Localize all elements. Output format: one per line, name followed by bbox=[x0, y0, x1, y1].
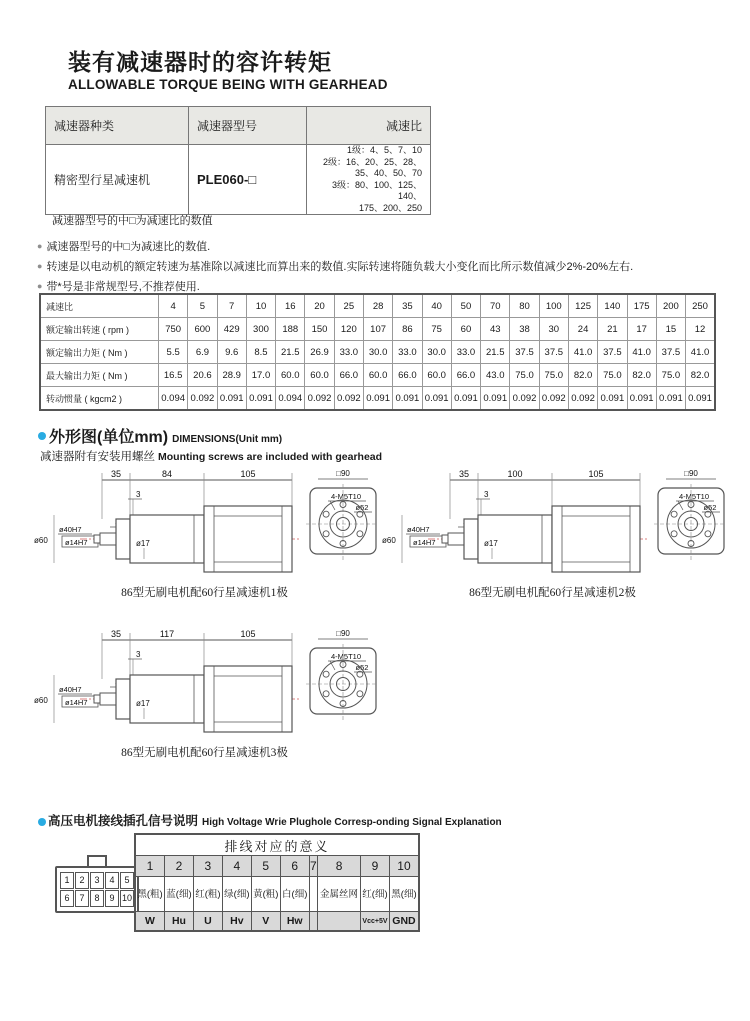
signal-cell: GND bbox=[389, 912, 419, 932]
dim-top2: 84 bbox=[161, 469, 173, 479]
spec-cell: 41.0 bbox=[568, 341, 597, 364]
spec-cell: 21.5 bbox=[481, 341, 510, 364]
spec-cell: 30 bbox=[539, 318, 568, 341]
spec-cell: 0.091 bbox=[451, 387, 480, 411]
spec-cell: 107 bbox=[363, 318, 392, 341]
spec-cell: 28.9 bbox=[217, 364, 246, 387]
header-gearhead-type: 减速器种类 bbox=[46, 107, 189, 145]
spec-cell: 9.6 bbox=[217, 341, 246, 364]
label-screws: 4-M5T10 bbox=[330, 652, 362, 661]
spec-cell: 86 bbox=[393, 318, 422, 341]
note-text: 带*号是非常规型号,不推荐使用. bbox=[46, 281, 200, 293]
dim-d14: ø14H7 bbox=[65, 538, 88, 547]
plughole-title-row bbox=[135, 834, 419, 856]
spec-cell: 5.5 bbox=[159, 341, 188, 364]
spec-row-label: 最大输出力矩 ( Nm ) bbox=[40, 364, 159, 387]
spec-cell: 28 bbox=[363, 294, 392, 318]
spec-cell: 0.091 bbox=[686, 387, 715, 411]
pin-number-cell: 1 bbox=[135, 856, 164, 877]
spec-cell: 140 bbox=[598, 294, 627, 318]
spec-cell: 60.0 bbox=[422, 364, 451, 387]
dimensions-sub-cn: 减速器附有安装用螺丝 bbox=[40, 451, 155, 463]
dim-d17: ø17 bbox=[136, 699, 150, 708]
spec-cell: 60.0 bbox=[363, 364, 392, 387]
signal-cell bbox=[309, 912, 317, 932]
spec-cell: 0.091 bbox=[627, 387, 656, 411]
dim-d14: ø14H7 bbox=[65, 698, 88, 707]
dim-top2: 100 bbox=[507, 469, 523, 479]
wire-color-cell: 蓝(细) bbox=[164, 877, 193, 912]
pin-number-cell: 5 bbox=[251, 856, 280, 877]
signal-cell: Vcc+5V bbox=[361, 912, 390, 932]
pin-number-cell: 7 bbox=[309, 856, 317, 877]
spec-cell: 33.0 bbox=[393, 341, 422, 364]
spec-cell: 60.0 bbox=[276, 364, 305, 387]
wire-color-cell: 黑(细) bbox=[389, 877, 419, 912]
spec-cell: 40 bbox=[422, 294, 451, 318]
spec-cell: 80 bbox=[510, 294, 539, 318]
page-title-cn: 装有减速器时的容许转矩 bbox=[68, 49, 332, 75]
spec-cell: 38 bbox=[510, 318, 539, 341]
spec-row bbox=[40, 387, 715, 411]
spec-cell: 30.0 bbox=[422, 341, 451, 364]
connector-pin: 2 bbox=[75, 872, 89, 889]
dimensions-sub-en: Mounting screws are included with gearhead bbox=[158, 451, 383, 463]
gearhead-model-cell: PLE060-□ bbox=[188, 145, 306, 215]
plughole-bullet-icon bbox=[38, 818, 46, 826]
label-screws: 4-M5T10 bbox=[678, 492, 710, 501]
ratio-line: 2级：16、20、25、28、 bbox=[322, 156, 422, 167]
spec-cell: 0.091 bbox=[598, 387, 627, 411]
note-text: 减速器型号的中□为减速比的数值. bbox=[46, 241, 211, 253]
ratio-line: 1级：4、5、7、10 bbox=[346, 145, 422, 155]
header-ratio: 减速比 bbox=[307, 107, 431, 145]
dim-square: □90 bbox=[684, 469, 698, 478]
spec-cell: 15 bbox=[656, 318, 685, 341]
pin-number-cell: 9 bbox=[361, 856, 390, 877]
spec-cell: 0.094 bbox=[276, 387, 305, 411]
spec-cell: 30.0 bbox=[363, 341, 392, 364]
connector-pins bbox=[60, 872, 134, 907]
spec-cell: 10 bbox=[246, 294, 275, 318]
spec-cell: 17 bbox=[627, 318, 656, 341]
spec-cell: 150 bbox=[305, 318, 334, 341]
connector-latch bbox=[87, 855, 107, 866]
pin-number-cell: 3 bbox=[193, 856, 222, 877]
spec-cell: 0.092 bbox=[305, 387, 334, 411]
note-bullet-icon: ● bbox=[37, 261, 43, 271]
spec-cell: 66.0 bbox=[451, 364, 480, 387]
connector-pin: 5 bbox=[120, 872, 134, 889]
spec-cell: 70 bbox=[481, 294, 510, 318]
connector-pin: 1 bbox=[60, 872, 74, 889]
spec-cell: 188 bbox=[276, 318, 305, 341]
signal-cell: W bbox=[135, 912, 164, 932]
spec-cell: 0.091 bbox=[481, 387, 510, 411]
model-table-data-row bbox=[46, 145, 431, 215]
spec-cell: 429 bbox=[217, 318, 246, 341]
spec-cell: 125 bbox=[568, 294, 597, 318]
spec-cell: 16.5 bbox=[159, 364, 188, 387]
dim-top3: 105 bbox=[240, 629, 256, 639]
spec-cell: 21.5 bbox=[276, 341, 305, 364]
plughole-table-title: 排线对应的意义 bbox=[135, 834, 419, 856]
spec-cell: 66.0 bbox=[393, 364, 422, 387]
gearhead-drawing-svg bbox=[380, 466, 725, 582]
plughole-table-body bbox=[135, 856, 419, 932]
spec-row bbox=[40, 341, 715, 364]
note-text: 转速是以电动机的额定转速为基准除以减速比而算出来的数值.实际转速将随负载大小变化而比所示数值减少2%-20%左右. bbox=[46, 261, 634, 273]
dim-d40: ø40H7 bbox=[407, 525, 430, 534]
pin-number-cell: 6 bbox=[280, 856, 309, 877]
connector-body bbox=[55, 866, 139, 913]
spec-row bbox=[40, 294, 715, 318]
spec-table-body bbox=[40, 294, 715, 410]
dim-square: □90 bbox=[336, 629, 350, 638]
wire-color-cell bbox=[309, 877, 317, 912]
dimensions-heading-cn: 外形图(单位mm) bbox=[49, 429, 169, 446]
dim-d60: ø60 bbox=[34, 536, 48, 545]
dim-top1: 35 bbox=[110, 469, 122, 479]
connector-pin: 4 bbox=[105, 872, 119, 889]
spec-row-label: 额定输出力矩 ( Nm ) bbox=[40, 341, 159, 364]
drawing-3stage bbox=[32, 626, 377, 760]
dimensions-heading bbox=[49, 424, 282, 447]
signal-cell: Hv bbox=[222, 912, 251, 932]
spec-cell: 6.9 bbox=[188, 341, 217, 364]
spec-cell: 82.0 bbox=[686, 364, 715, 387]
dim-d60: ø60 bbox=[34, 696, 48, 705]
connector-pin: 6 bbox=[60, 890, 74, 907]
ratio-line: 3级：80、100、125、140、 bbox=[331, 179, 422, 201]
drawing-caption: 86型无刷电机配60行星减速机2极 bbox=[469, 587, 636, 599]
spec-cell: 37.5 bbox=[598, 341, 627, 364]
spec-cell: 7 bbox=[217, 294, 246, 318]
plughole-heading-cn: 高压电机接线插孔信号说明 bbox=[48, 814, 199, 828]
spec-cell: 300 bbox=[246, 318, 275, 341]
spec-cell: 0.092 bbox=[510, 387, 539, 411]
gearhead-model-table bbox=[45, 106, 431, 215]
wire-color-cell: 白(细) bbox=[280, 877, 309, 912]
spec-cell: 600 bbox=[188, 318, 217, 341]
dim-top3: 105 bbox=[240, 469, 256, 479]
spec-cell: 50 bbox=[451, 294, 480, 318]
dim-d40: ø40H7 bbox=[59, 525, 82, 534]
spec-row-label: 额定输出转速 ( rpm ) bbox=[40, 318, 159, 341]
spec-table bbox=[39, 293, 716, 411]
header-gearhead-model: 减速器型号 bbox=[188, 107, 306, 145]
spec-cell: 37.5 bbox=[656, 341, 685, 364]
spec-cell: 120 bbox=[334, 318, 363, 341]
spec-cell: 75.0 bbox=[656, 364, 685, 387]
spec-cell: 41.0 bbox=[627, 341, 656, 364]
connector-pin: 10 bbox=[120, 890, 134, 907]
spec-cell: 16 bbox=[276, 294, 305, 318]
spec-cell: 66.0 bbox=[334, 364, 363, 387]
spec-cell: 37.5 bbox=[510, 341, 539, 364]
dim-top1: 35 bbox=[458, 469, 470, 479]
connector-pin: 7 bbox=[75, 890, 89, 907]
note-line bbox=[37, 257, 737, 277]
spec-cell: 0.091 bbox=[422, 387, 451, 411]
dim-top2: 117 bbox=[159, 629, 175, 639]
spec-cell: 0.092 bbox=[188, 387, 217, 411]
spec-cell: 60.0 bbox=[305, 364, 334, 387]
spec-cell: 0.094 bbox=[159, 387, 188, 411]
spec-cell: 250 bbox=[686, 294, 715, 318]
spec-cell: 8.5 bbox=[246, 341, 275, 364]
spec-cell: 33.0 bbox=[451, 341, 480, 364]
title-accent-square bbox=[46, 55, 61, 70]
spec-cell: 82.0 bbox=[568, 364, 597, 387]
dim-3: 3 bbox=[136, 490, 141, 499]
spec-row-label: 转动惯量 ( kgcm2 ) bbox=[40, 387, 159, 411]
spec-cell: 60 bbox=[451, 318, 480, 341]
pin-number-cell: 10 bbox=[389, 856, 419, 877]
drawing-2stage bbox=[380, 466, 725, 600]
drawing-caption: 86型无刷电机配60行星减速机3极 bbox=[121, 747, 288, 759]
wire-color-cell: 红(粗) bbox=[193, 877, 222, 912]
spec-cell: 0.091 bbox=[656, 387, 685, 411]
connector-pin: 8 bbox=[90, 890, 104, 907]
spec-cell: 175 bbox=[627, 294, 656, 318]
spec-row bbox=[40, 318, 715, 341]
dim-3: 3 bbox=[136, 650, 141, 659]
gearhead-drawing-svg bbox=[32, 466, 377, 582]
dim-d17: ø17 bbox=[136, 539, 150, 548]
wire-color-cell: 绿(细) bbox=[222, 877, 251, 912]
notes-block bbox=[37, 237, 737, 297]
row-num bbox=[135, 856, 419, 877]
connector-drawing bbox=[55, 855, 139, 913]
gearhead-drawing-svg bbox=[32, 626, 377, 742]
ratio-lines bbox=[315, 145, 422, 214]
ratio-cell bbox=[307, 145, 431, 215]
page-title-en: ALLOWABLE TORQUE BEING WITH GEARHEAD bbox=[68, 77, 388, 92]
spec-cell: 4 bbox=[159, 294, 188, 318]
label-d52: ø52 bbox=[355, 503, 369, 512]
note-bullet-icon: ● bbox=[37, 281, 43, 291]
spec-cell: 12 bbox=[686, 318, 715, 341]
spec-cell: 24 bbox=[568, 318, 597, 341]
ratio-line: 175、200、250 bbox=[358, 202, 422, 213]
spec-cell: 82.0 bbox=[627, 364, 656, 387]
dimensions-bullet-icon bbox=[38, 432, 46, 440]
dimensions-subheading bbox=[40, 447, 382, 465]
model-table-header-row bbox=[46, 107, 431, 145]
row-sig bbox=[135, 912, 419, 932]
spec-cell: 200 bbox=[656, 294, 685, 318]
gearhead-type-cell: 精密型行星减速机 bbox=[46, 145, 189, 215]
spec-cell: 0.092 bbox=[539, 387, 568, 411]
ratio-line: 35、40、50、70 bbox=[354, 168, 422, 178]
spec-cell: 5 bbox=[188, 294, 217, 318]
spec-cell: 0.091 bbox=[217, 387, 246, 411]
wire-color-cell: 金属丝网 bbox=[318, 877, 361, 912]
spec-cell: 0.091 bbox=[393, 387, 422, 411]
dim-d40: ø40H7 bbox=[59, 685, 82, 694]
pin-number-cell: 8 bbox=[318, 856, 361, 877]
spec-row-label: 减速比 bbox=[40, 294, 159, 318]
dim-d17: ø17 bbox=[484, 539, 498, 548]
connector-pin: 3 bbox=[90, 872, 104, 889]
drawing-1stage bbox=[32, 466, 377, 600]
spec-cell: 33.0 bbox=[334, 341, 363, 364]
spec-cell: 0.092 bbox=[334, 387, 363, 411]
model-table-note: 减速器型号的中□为减速比的数值 bbox=[52, 215, 213, 227]
spec-cell: 43.0 bbox=[481, 364, 510, 387]
spec-cell: 26.9 bbox=[305, 341, 334, 364]
wire-color-cell: 黄(粗) bbox=[251, 877, 280, 912]
signal-cell: Hu bbox=[164, 912, 193, 932]
plughole-heading-en: High Voltage Wrie Plughole Corresp-onding Signal Explanation bbox=[202, 817, 502, 828]
signal-cell bbox=[318, 912, 361, 932]
spec-cell: 100 bbox=[539, 294, 568, 318]
dim-d60: ø60 bbox=[382, 536, 396, 545]
signal-cell: U bbox=[193, 912, 222, 932]
connector-pin: 9 bbox=[105, 890, 119, 907]
spec-cell: 0.091 bbox=[246, 387, 275, 411]
spec-cell: 21 bbox=[598, 318, 627, 341]
dim-3: 3 bbox=[484, 490, 489, 499]
drawing-caption: 86型无刷电机配60行星减速机1极 bbox=[121, 587, 288, 599]
dimensions-heading-en: DIMENSIONS(Unit mm) bbox=[172, 434, 283, 445]
spec-cell: 37.5 bbox=[539, 341, 568, 364]
row-color bbox=[135, 877, 419, 912]
note-line bbox=[37, 237, 737, 257]
plughole-table bbox=[134, 833, 420, 932]
label-d52: ø52 bbox=[355, 663, 369, 672]
wire-color-cell: 红(细) bbox=[361, 877, 390, 912]
label-screws: 4-M5T10 bbox=[330, 492, 362, 501]
spec-cell: 0.092 bbox=[568, 387, 597, 411]
label-d52: ø52 bbox=[703, 503, 717, 512]
spec-cell: 75.0 bbox=[598, 364, 627, 387]
dim-top1: 35 bbox=[110, 629, 122, 639]
plughole-heading bbox=[48, 811, 502, 830]
spec-cell: 75 bbox=[422, 318, 451, 341]
spec-cell: 75.0 bbox=[510, 364, 539, 387]
spec-row bbox=[40, 364, 715, 387]
wire-color-cell: 黑(粗) bbox=[135, 877, 164, 912]
note-bullet-icon: ● bbox=[37, 241, 43, 251]
spec-cell: 20.6 bbox=[188, 364, 217, 387]
pin-number-cell: 4 bbox=[222, 856, 251, 877]
spec-cell: 75.0 bbox=[539, 364, 568, 387]
spec-cell: 17.0 bbox=[246, 364, 275, 387]
spec-cell: 35 bbox=[393, 294, 422, 318]
signal-cell: Hw bbox=[280, 912, 309, 932]
spec-cell: 750 bbox=[159, 318, 188, 341]
dim-square: □90 bbox=[336, 469, 350, 478]
dim-top3: 105 bbox=[588, 469, 604, 479]
spec-cell: 0.091 bbox=[363, 387, 392, 411]
spec-cell: 43 bbox=[481, 318, 510, 341]
dim-d14: ø14H7 bbox=[413, 538, 436, 547]
pin-number-cell: 2 bbox=[164, 856, 193, 877]
spec-cell: 25 bbox=[334, 294, 363, 318]
spec-cell: 20 bbox=[305, 294, 334, 318]
spec-cell: 41.0 bbox=[686, 341, 715, 364]
signal-cell: V bbox=[251, 912, 280, 932]
